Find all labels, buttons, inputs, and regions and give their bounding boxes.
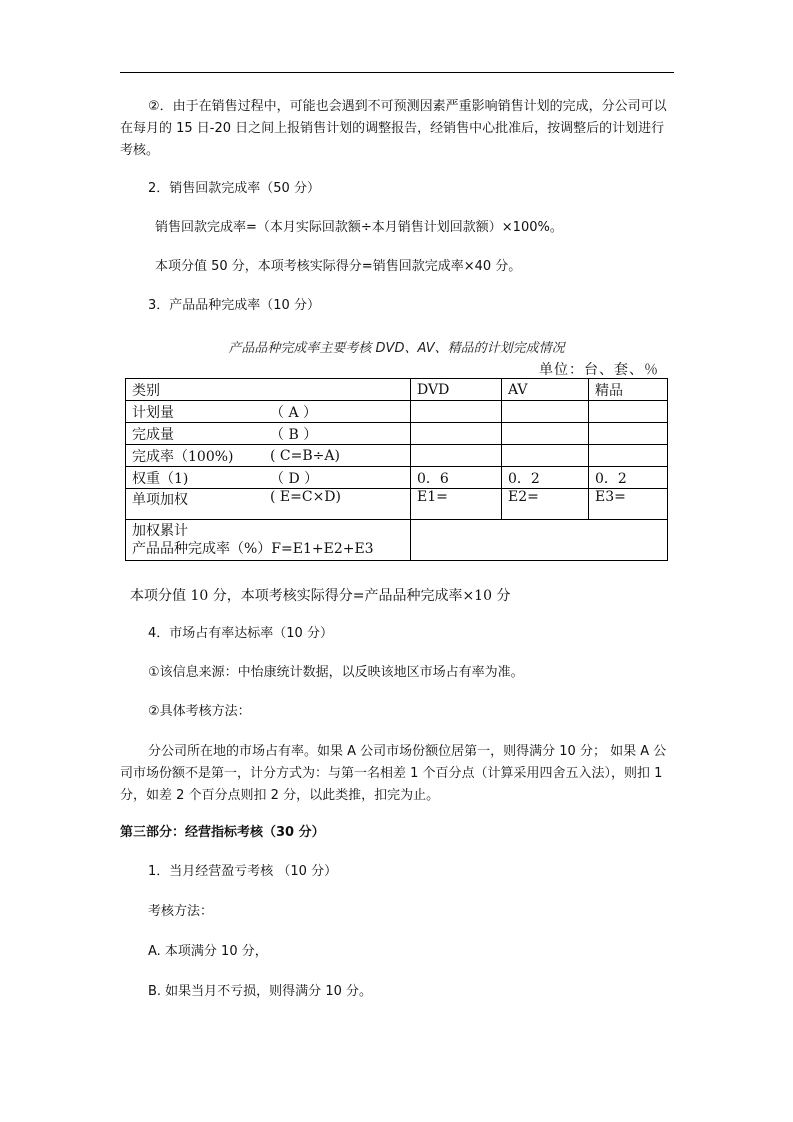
cell-dvd: 0．6 (411, 467, 502, 489)
row-formula: ( E=C×D) (264, 489, 411, 520)
adjustment-paragraph (120, 96, 674, 162)
product-completion-table (125, 378, 668, 561)
table-row (126, 401, 668, 423)
header-av: AV (502, 379, 589, 401)
part-3-item-b-text: B. 如果当月不亏损，则得满分 10 分。 (148, 984, 372, 999)
total-label-cell (126, 520, 411, 561)
section-4-heading-text: 4．市场占有率达标率（10 分） (148, 626, 333, 641)
part-3-item-b (120, 981, 674, 1003)
section-4-method-text: ②具体考核方法： (148, 704, 251, 719)
header-category: 类别 (126, 379, 411, 401)
table-score-note: 本项分值 10 分，本项考核实际得分=产品品种完成率×10 分 (130, 588, 511, 604)
part-3-heading (120, 822, 674, 844)
total-label-line2: 产品品种完成率（%）F=E1+E2+E3 (132, 541, 374, 557)
cell-dvd (411, 401, 502, 423)
section-4-source (120, 662, 674, 684)
table-header-row (126, 379, 668, 401)
part-3-method-text: 考核方法： (148, 904, 214, 919)
row-label: 计划量 (126, 401, 265, 423)
cell-jingpin (589, 423, 668, 445)
row-label: 完成率（100%) (126, 445, 265, 467)
table-row (126, 467, 668, 489)
table-row (126, 489, 668, 520)
section-2-formula-text: 销售回款完成率=（本月实际回款额÷本月销售计划回款额）×100%。 (155, 220, 563, 235)
table-row (126, 445, 668, 467)
part-3-item-a (120, 941, 674, 963)
section-4-method-paragraph (120, 741, 674, 807)
part-3-method (120, 901, 674, 923)
row-label: 权重（1) (126, 467, 265, 489)
section-4-method-heading (120, 701, 674, 723)
table-caption: 产品品种完成率主要考核 DVD、AV、精品的计划完成情况 (228, 341, 565, 356)
section-2-heading (120, 178, 674, 200)
product-completion-table-image (120, 333, 673, 607)
cell-jingpin (589, 401, 668, 423)
cell-dvd (411, 423, 502, 445)
table-row (126, 423, 668, 445)
row-formula: （ A ） (264, 401, 411, 423)
section-2-score (120, 256, 674, 278)
cell-jingpin (589, 445, 668, 467)
cell-av: 0．2 (502, 467, 589, 489)
cell-dvd: E1= (411, 489, 502, 520)
total-value-cell (411, 520, 668, 561)
header-dvd: DVD (411, 379, 502, 401)
row-label: 单项加权 (126, 489, 265, 520)
cell-av (502, 401, 589, 423)
cell-jingpin: E3= (589, 489, 668, 520)
cell-jingpin: 0．2 (589, 467, 668, 489)
section-4-source-text: ①该信息来源：中怡康统计数据，以反映该地区市场占有率为准。 (148, 665, 524, 680)
section-3-heading-text: 3．产品品种完成率（10 分） (148, 298, 320, 313)
row-formula: （ B ） (264, 423, 411, 445)
section-4-heading (120, 623, 674, 645)
header-rule (120, 72, 674, 73)
part-3-heading-text: 第三部分：经营指标考核（30 分） (120, 825, 325, 840)
total-label-line1: 加权累计 (132, 523, 188, 539)
part-3-item-1 (120, 861, 674, 883)
section-3-heading (120, 295, 674, 317)
cell-av (502, 423, 589, 445)
cell-av: E2= (502, 489, 589, 520)
section-2-heading-text: 2．销售回款完成率（50 分） (148, 181, 320, 196)
table-total-row (126, 520, 668, 561)
cell-av (502, 445, 589, 467)
row-label: 完成量 (126, 423, 265, 445)
header-jingpin: 精品 (589, 379, 668, 401)
part-3-item-a-text: A. 本项满分 10 分， (148, 944, 268, 959)
section-2-score-text: 本项分值 50 分，本项考核实际得分=销售回款完成率×40 分。 (155, 259, 522, 274)
table-unit: 单位：台、套、％ (539, 362, 659, 378)
section-2-formula (120, 217, 674, 239)
row-formula: ( C=B÷A) (264, 445, 411, 467)
cell-dvd (411, 445, 502, 467)
adjustment-text: ②．由于在销售过程中，可能也会遇到不可预测因素严重影响销售计划的完成，分公司可以在每月的 15 日-20 日之间上报销售计划的调整报告，经销售中心批准后，按调整后的计划进行考核。 (120, 99, 667, 158)
part-3-item-1-text: 1．当月经营盈亏考核 （10 分） (148, 864, 338, 879)
section-4-method-detail: 分公司所在地的市场占有率。如果 A 公司市场份额位居第一，则得满分 10 分； 如果 A 公司市场份额不是第一，计分方式为：与第一名相差 1 个百分点（计算采用四舍五入法），则扣 1 分，如差 2 个百分点则扣 2 分，以此类推，扣完为止。 (120, 744, 667, 803)
row-formula: （ D ） (264, 467, 411, 489)
